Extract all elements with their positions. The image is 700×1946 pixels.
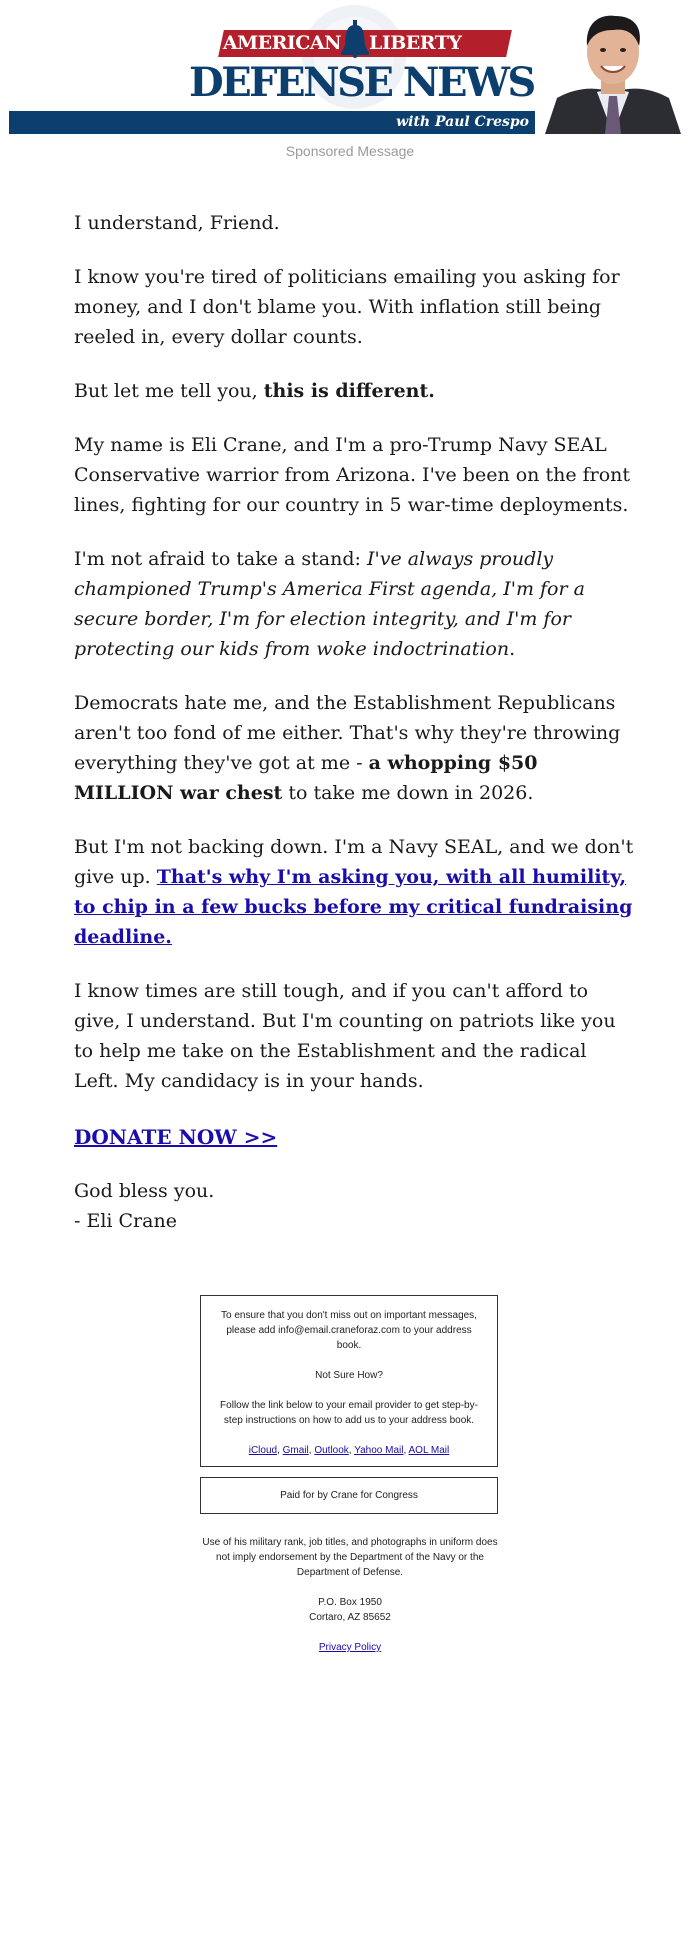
paragraph-2 <box>74 376 634 406</box>
provider-separator: , <box>348 1445 355 1456</box>
donate-now-link[interactable]: DONATE NOW >> <box>74 1125 278 1149</box>
paragraph-4-end: . <box>509 638 516 660</box>
ask-link[interactable]: That's why I'm asking you, with all humility, to chip in a few bucks before my critical fundraising deadline. <box>74 866 633 948</box>
paragraph-5-lead: Democrats hate me, and the Establishment Republicans aren't too fond of me either. That's why they're throwing everything they've got at me - <box>74 692 621 774</box>
not-sure-how: Not Sure How? <box>315 1370 383 1381</box>
paragraph-6 <box>74 832 634 952</box>
provider-link-icloud[interactable]: iCloud <box>248 1445 278 1456</box>
liberty-bell-icon <box>340 20 370 58</box>
footer <box>200 1535 500 1670</box>
brand-defense-news: DEFENSE NEWS <box>189 59 534 106</box>
provider-separator: , <box>308 1445 315 1456</box>
privacy-policy-link[interactable]: Privacy Policy <box>318 1642 382 1653</box>
paragraph-5 <box>74 688 634 808</box>
closing: God bless you. <box>74 1180 215 1202</box>
donate-row <box>74 1122 634 1152</box>
mailing-address <box>200 1595 500 1625</box>
address-line-1: P.O. Box 1950 <box>318 1597 382 1608</box>
paragraph-2-bold: this is different. <box>263 380 435 402</box>
instructions-text: Follow the link below to your email provider to get step-by-step instructions on how to add us to your address book. <box>220 1400 478 1426</box>
paragraph-3: My name is Eli Crane, and I'm a pro-Trump Navy SEAL Conservative warrior from Arizona. I've been on the front lines, fighting for our country in 5 war-time deployments. <box>74 434 631 516</box>
paragraph-4-lead: I'm not afraid to take a stand: <box>74 548 367 570</box>
provider-separator: , <box>403 1445 409 1456</box>
paragraph-5-end: to take me down in 2026. <box>282 782 534 804</box>
address-line-2: Cortaro, AZ 85652 <box>309 1612 391 1623</box>
address-book-text: To ensure that you don't miss out on important messages, please add info@email.craneforaz.com to your address book. <box>221 1310 477 1351</box>
paid-for-box <box>200 1477 498 1514</box>
paragraph-1: I know you're tired of politicians emailing you asking for money, and I don't blame you. With inflation still being reeled in, every dollar counts. <box>74 266 620 348</box>
paid-for-text: Paid for by Crane for Congress <box>280 1490 418 1501</box>
privacy-row <box>200 1640 500 1655</box>
paragraph-5-bold: a whopping $50 MILLION war chest <box>74 752 538 804</box>
brand-american: AMERICAN <box>222 32 341 54</box>
host-line: with Paul Crespo <box>396 114 529 130</box>
greeting: I understand, Friend. <box>74 212 280 234</box>
provider-separator: , <box>277 1445 283 1456</box>
paragraph-6-lead: But I'm not backing down. I'm a Navy SEAL, and we don't give up. <box>74 836 634 888</box>
provider-link-yahoo[interactable]: Yahoo Mail <box>354 1445 404 1456</box>
letter-body <box>74 208 634 1236</box>
sponsored-label: Sponsored Message <box>285 143 415 159</box>
brand-liberty: LIBERTY <box>369 32 462 54</box>
paragraph-4-italic: I've always proudly championed Trump's America First agenda, I'm for a secure border, I'm for election integrity, and I'm for protecting our kids from woke indoctrination <box>74 548 585 660</box>
provider-link-aol[interactable]: AOL Mail <box>408 1445 450 1456</box>
address-book-box <box>200 1295 498 1467</box>
paragraph-7: I know times are still tough, and if you can't afford to give, I understand. But I'm counting on patriots like you to help me take on the Establishment and the radical Left. My candidacy is in your hands. <box>74 980 616 1092</box>
provider-link-outlook[interactable]: Outlook <box>314 1445 349 1456</box>
header-banner <box>9 0 691 134</box>
provider-link-gmail[interactable]: Gmail <box>282 1445 309 1456</box>
provider-links <box>215 1443 483 1458</box>
disclaimer-text: Use of his military rank, job titles, and photographs in uniform does not imply endorsement by the Department of the Navy or the Department of Defense. <box>202 1537 498 1578</box>
paragraph-4 <box>74 544 634 664</box>
paragraph-2-lead: But let me tell you, <box>74 380 264 402</box>
signature: - Eli Crane <box>74 1210 177 1232</box>
host-photo <box>535 6 691 134</box>
